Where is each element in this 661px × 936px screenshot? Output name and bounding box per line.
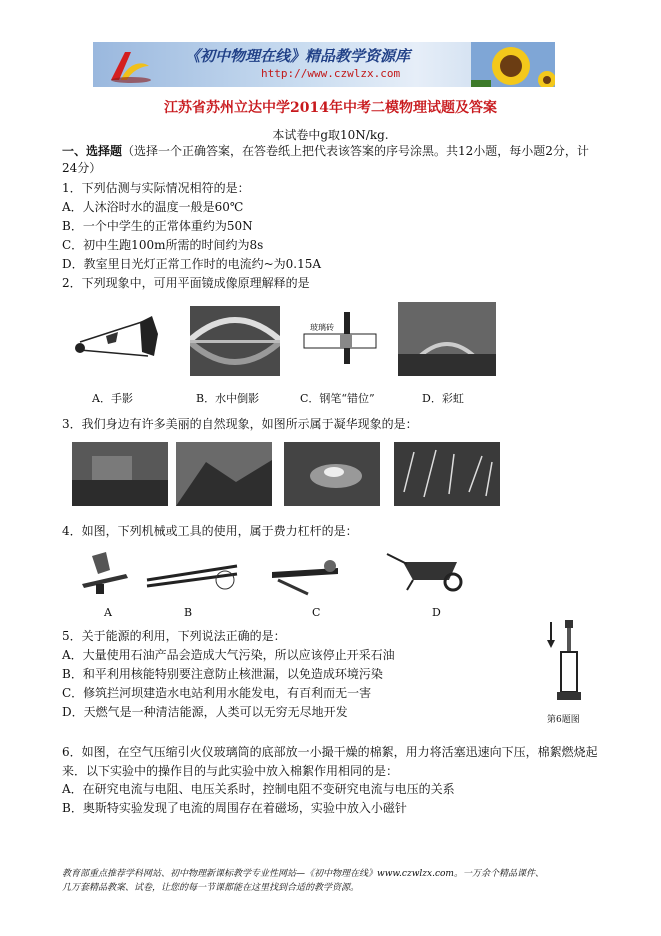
q5-stem: 5．关于能源的利用，下列说法正确的是： bbox=[62, 629, 286, 643]
q6-figure-caption: 第6题图 bbox=[547, 715, 580, 725]
rainbow-photo bbox=[398, 302, 496, 376]
section-desc: （选择一个正确答案，在答卷纸上把代表该答案的序号涂黑。共12小题，每小题2分，计 bbox=[122, 144, 589, 158]
q4-label-b: B bbox=[184, 606, 193, 619]
q5-option-d: D．天燃气是一种清洁能源，人类可以无穷无尽地开发 bbox=[62, 705, 348, 719]
chopsticks-figure bbox=[145, 558, 241, 594]
banner-url[interactable]: http://www.czwlzx.com bbox=[261, 67, 401, 80]
footer-line2: 几万套精品教案、试卷，让您的每一节课都能在这里找到合适的教学资源。 bbox=[62, 883, 360, 893]
q6-stem-line1: 6．如图，在空气压缩引火仪玻璃筒的底部放一小撮干燥的棉絮，用力将活塞迅速向下压，棉絮燃烧起 bbox=[62, 745, 598, 759]
q2-stem: 2．下列现象中，可用平面镜成像原理解释的是 bbox=[62, 276, 310, 290]
q3-stem: 3．我们身边有许多美丽的自然现象，如图所示属于凝华现象的是： bbox=[62, 417, 418, 431]
water-reflection-photo bbox=[190, 306, 280, 376]
q3-photo-b bbox=[176, 442, 272, 506]
site-logo-icon bbox=[107, 46, 151, 84]
sunflower-icon bbox=[471, 42, 555, 87]
q6-stem-line2: 来．以下实验中的操作目的与此实验中放入棉絮作用相同的是： bbox=[62, 764, 399, 778]
q5-option-a: A．大量使用石油产品会造成大气污染，所以应该停止开采石油 bbox=[62, 648, 395, 662]
q1-stem: 1．下列估测与实际情况相符的是： bbox=[62, 181, 250, 195]
header-banner bbox=[93, 42, 555, 87]
q6-option-a: A．在研究电流与电阻、电压关系时，控制电阻不变研究电流与电压的关系 bbox=[62, 782, 455, 796]
section-desc-cont: 24分） bbox=[62, 161, 102, 175]
q3-photo-d bbox=[394, 442, 500, 506]
q3-photo-c bbox=[284, 442, 380, 506]
exam-note: 本试卷中g取10N/kg. bbox=[272, 128, 389, 142]
section-heading bbox=[62, 143, 589, 160]
q2-caption-d: D．彩虹 bbox=[422, 392, 464, 405]
nutcracker-figure bbox=[268, 558, 344, 598]
q4-label-c: C bbox=[312, 606, 321, 619]
glass-brick-label: 玻璃砖 bbox=[310, 323, 334, 332]
q1-option-a: A．人沐浴时水的温度一般是60℃ bbox=[62, 200, 244, 214]
q4-label-a: A bbox=[104, 606, 112, 619]
q4-label-d: D bbox=[432, 606, 441, 619]
q2-caption-c: C．钢笔“错位” bbox=[300, 392, 375, 405]
q1-option-b: B．一个中学生的正常体重约为50N bbox=[62, 219, 253, 233]
q6-option-b: B．奥斯特实验发现了电流的周围存在着磁场，实验中放入小磁针 bbox=[62, 801, 407, 815]
q2-caption-b: B．水中倒影 bbox=[196, 392, 260, 405]
q1-option-c: C．初中生跑100m所需的时间约为8s bbox=[62, 238, 264, 252]
banner-title: 《初中物理在线》精品教学资源库 bbox=[185, 47, 411, 65]
q1-option-d: D．教室里日光灯正常工作时的电流约~为0.15A bbox=[62, 257, 322, 271]
q3-photo-a bbox=[72, 442, 168, 506]
q5-option-b: B．和平利用核能特别要注意防止核泄漏，以免造成环境污染 bbox=[62, 667, 383, 681]
section-title: 一、选择题 bbox=[62, 144, 123, 158]
wheelbarrow-figure bbox=[383, 548, 473, 592]
q4-stem: 4．如图，下列机械或工具的使用，属于费力杠杆的是： bbox=[62, 524, 358, 538]
lever-a-figure bbox=[76, 548, 136, 598]
hand-shadow-figure bbox=[68, 312, 168, 362]
compression-igniter-figure bbox=[545, 616, 585, 708]
q2-caption-a: A．手影 bbox=[92, 392, 133, 405]
footer-line1: 教育部重点推荐学科网站、初中物理新课标教学专业性网站—《初中物理在线》www.czwlzx.com。一万余个精品课件、 bbox=[62, 869, 544, 879]
q5-option-c: C．修筑拦河坝建造水电站利用水能发电，有百利而无一害 bbox=[62, 686, 372, 700]
document-title: 江苏省苏州立达中学2014年中考二模物理试题及答案 bbox=[164, 100, 497, 116]
glass-brick-figure bbox=[300, 306, 382, 366]
